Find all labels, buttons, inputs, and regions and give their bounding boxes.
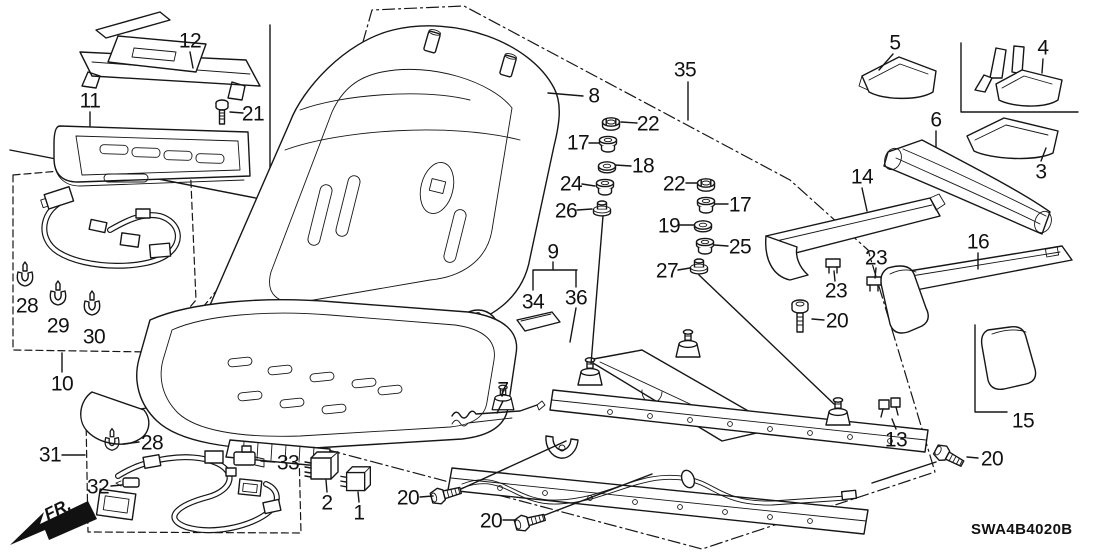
part-callout-10: 10 <box>50 372 74 396</box>
clip-29-icon <box>50 281 65 305</box>
riser-bracket-12 <box>80 12 260 100</box>
part-callout-9: 9 <box>547 240 559 264</box>
clip-28-icon <box>17 262 32 286</box>
part-callout-28: 28 <box>15 294 39 318</box>
bolt-20-bottom-b <box>513 510 546 533</box>
part-callout-2: 2 <box>321 491 333 515</box>
part-callout-20: 20 <box>396 486 420 510</box>
part-callout-35: 35 <box>673 58 697 82</box>
part-callout-22: 22 <box>662 172 686 196</box>
part-callout-14: 14 <box>850 165 874 189</box>
part-callout-13: 13 <box>884 428 908 452</box>
clip-23-icon-b <box>867 277 881 291</box>
part-callout-19: 19 <box>657 214 681 238</box>
part-callout-7: 7 <box>497 378 509 402</box>
cover-5 <box>859 57 936 98</box>
part-callout-4: 4 <box>1037 36 1049 60</box>
part-callout-11: 11 <box>79 89 101 113</box>
cover-4 <box>975 46 1062 106</box>
rail-cover-16 <box>881 246 1072 333</box>
part-callout-25: 25 <box>728 235 752 259</box>
part-callout-8: 8 <box>588 84 600 108</box>
part-callout-20: 20 <box>825 309 849 333</box>
part-callout-36: 36 <box>564 286 588 310</box>
part-callout-24: 24 <box>559 172 583 196</box>
part-callout-20: 20 <box>980 447 1004 471</box>
part-callout-5: 5 <box>889 31 901 55</box>
part-callout-26: 26 <box>554 199 578 223</box>
clip-13-icon <box>879 398 900 417</box>
pad-34 <box>517 312 560 331</box>
diagram-code: SWA4B4020B <box>971 521 1073 538</box>
part-callout-22: 22 <box>636 112 660 136</box>
fastener-stack-left <box>594 118 620 216</box>
part-callout-16: 16 <box>966 230 990 254</box>
part-callout-33: 33 <box>276 451 300 475</box>
clip-23-icon-a <box>826 259 840 273</box>
part-callout-3: 3 <box>1035 160 1047 184</box>
wire-harness-10 <box>39 187 177 266</box>
part-callout-6: 6 <box>930 108 942 132</box>
part-callout-30: 30 <box>82 325 106 349</box>
clip-30-icon <box>84 291 99 315</box>
part-callout-31: 31 <box>38 443 62 467</box>
part-callout-23: 23 <box>864 246 888 270</box>
part-callout-21: 21 <box>241 102 265 126</box>
part-callout-29: 29 <box>46 314 70 338</box>
fr-label: FR. <box>41 495 74 525</box>
bolt-21 <box>216 100 228 124</box>
part-callout-12: 12 <box>178 29 202 53</box>
relay-1-icon <box>341 467 370 491</box>
part-callout-23: 23 <box>824 279 848 303</box>
rail-cover-15 <box>982 327 1036 390</box>
part-callout-17: 17 <box>728 193 752 217</box>
bolt-20-right <box>932 442 966 470</box>
part-callout-15: 15 <box>1011 409 1035 433</box>
part-callout-18: 18 <box>631 154 655 178</box>
part-callout-27: 27 <box>655 259 679 283</box>
part-callout-34: 34 <box>521 290 545 314</box>
trim-panel-14 <box>766 194 945 280</box>
part-callout-1: 1 <box>353 501 365 525</box>
bolt-20-top <box>792 300 808 332</box>
part-callout-17: 17 <box>566 131 590 155</box>
part-callout-32: 32 <box>86 475 110 499</box>
part-callout-28: 28 <box>140 431 164 455</box>
seat-tray-11 <box>54 126 250 186</box>
part-callout-20: 20 <box>479 509 503 533</box>
seat-rail-assembly <box>448 330 928 534</box>
fastener-stack-right <box>691 179 715 274</box>
